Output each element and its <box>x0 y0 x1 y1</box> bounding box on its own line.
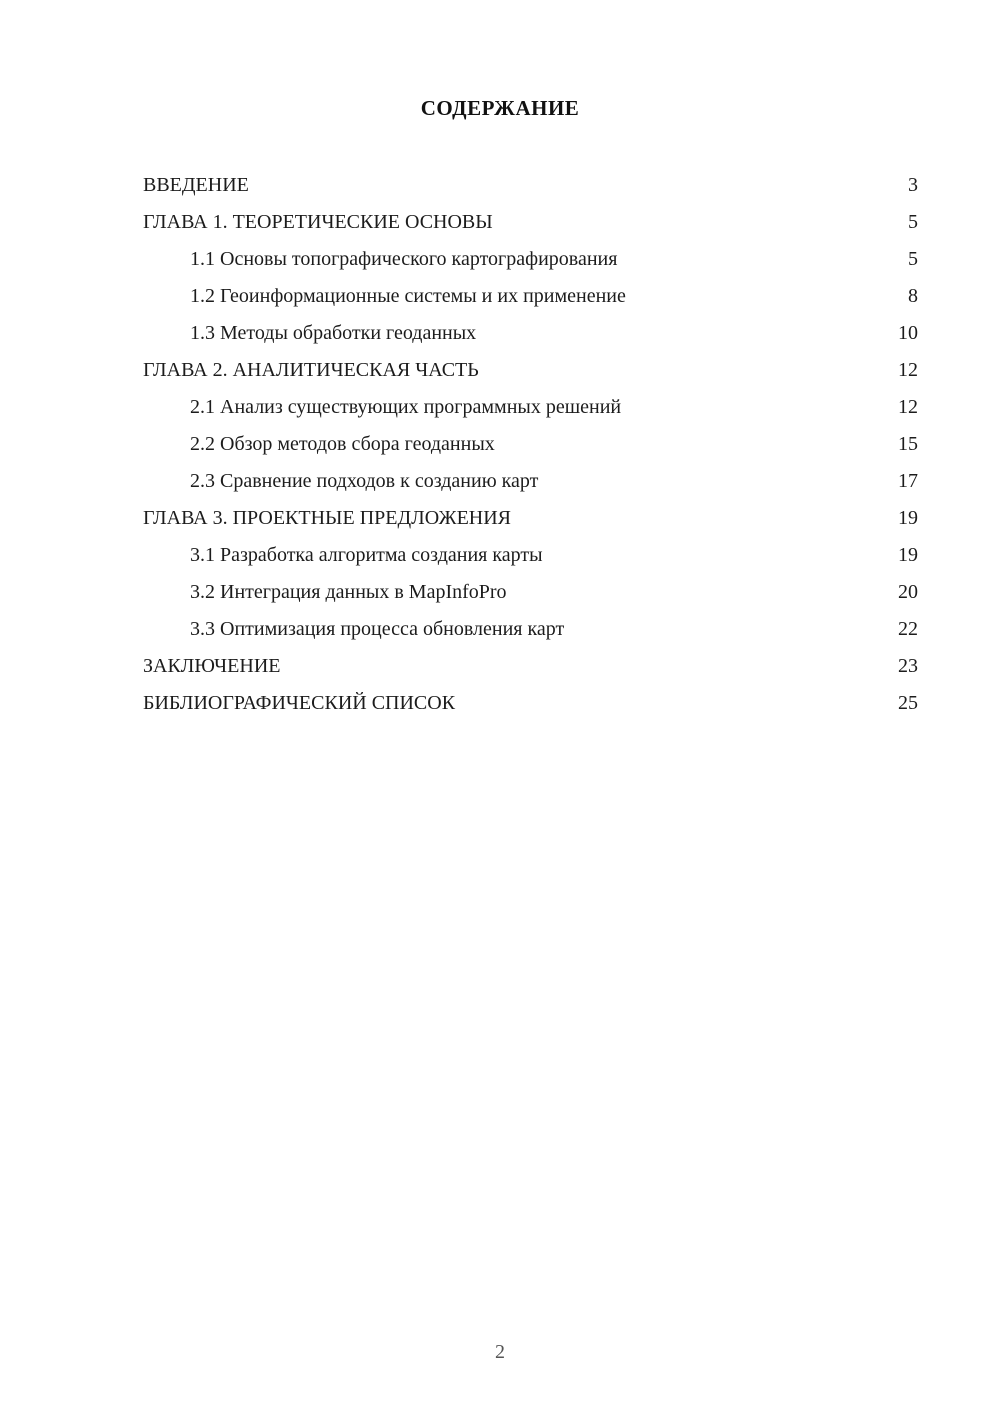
toc-entry-page: 19 <box>898 544 918 566</box>
toc-entry-label: ЗАКЛЮЧЕНИЕ <box>143 655 281 677</box>
table-of-contents <box>0 167 1000 722</box>
toc-entry-page: 20 <box>898 581 918 603</box>
toc-entry <box>143 352 918 389</box>
toc-entry <box>143 426 918 463</box>
toc-entry <box>143 500 918 537</box>
toc-entry <box>143 204 918 241</box>
toc-entry-label: ГЛАВА 1. ТЕОРЕТИЧЕСКИЕ ОСНОВЫ <box>143 211 493 233</box>
toc-entry-page: 10 <box>898 322 918 344</box>
toc-entry <box>143 611 918 648</box>
toc-entry <box>143 167 918 204</box>
toc-entry-label: ВВЕДЕНИЕ <box>143 174 249 196</box>
toc-entry-label: 3.3 Оптимизация процесса обновления карт <box>190 618 565 640</box>
toc-entry-page: 15 <box>898 433 918 455</box>
toc-entry-label: ГЛАВА 2. АНАЛИТИЧЕСКАЯ ЧАСТЬ <box>143 359 479 381</box>
toc-entry-page: 3 <box>908 174 918 196</box>
toc-entry-page: 5 <box>908 211 918 233</box>
toc-entry-label: 1.2 Геоинформационные системы и их применение <box>190 285 626 307</box>
toc-entry-label: 2.2 Обзор методов сбора геоданных <box>190 433 495 455</box>
toc-entry-page: 25 <box>898 692 918 714</box>
toc-entry <box>143 278 918 315</box>
toc-entry-page: 12 <box>898 359 918 381</box>
toc-entry-label: 3.1 Разработка алгоритма создания карты <box>190 544 543 566</box>
toc-entry-page: 17 <box>898 470 918 492</box>
toc-entry <box>143 389 918 426</box>
toc-entry-page: 22 <box>898 618 918 640</box>
toc-entry <box>143 574 918 611</box>
toc-entry-label: 2.3 Сравнение подходов к созданию карт <box>190 470 539 492</box>
toc-entry <box>143 241 918 278</box>
toc-entry-label: 1.3 Методы обработки геоданных <box>190 322 477 344</box>
toc-entry <box>143 315 918 352</box>
page-title: СОДЕРЖАНИЕ <box>420 96 580 120</box>
toc-entry <box>143 463 918 500</box>
toc-entry-label: 3.2 Интеграция данных в MapInfoPro <box>190 581 507 603</box>
toc-entry-page: 8 <box>908 285 918 307</box>
toc-entry <box>143 685 918 722</box>
footer-page-number: 2 <box>495 1341 505 1363</box>
toc-entry-page: 23 <box>898 655 918 677</box>
toc-entry <box>143 648 918 685</box>
toc-entry-label: 2.1 Анализ существующих программных решений <box>190 396 622 418</box>
toc-entry-page: 19 <box>898 507 918 529</box>
toc-entry-page: 12 <box>898 396 918 418</box>
toc-entry <box>143 537 918 574</box>
toc-entry-label: 1.1 Основы топографического картографирования <box>190 248 618 270</box>
toc-entry-label: БИБЛИОГРАФИЧЕСКИЙ СПИСОК <box>143 692 456 714</box>
toc-entry-page: 5 <box>908 248 918 270</box>
toc-entry-label: ГЛАВА 3. ПРОЕКТНЫЕ ПРЕДЛОЖЕНИЯ <box>143 507 512 529</box>
